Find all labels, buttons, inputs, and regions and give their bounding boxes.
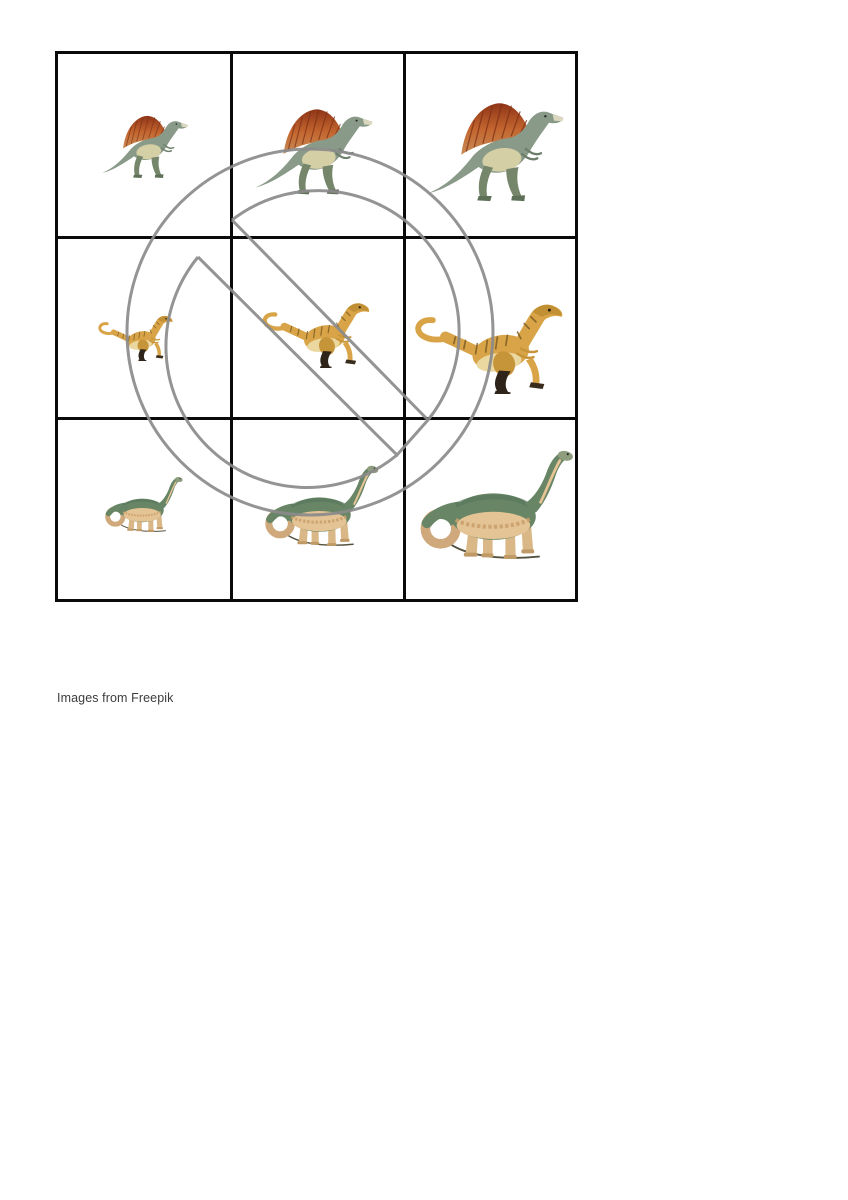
velociraptor-large-image <box>405 285 573 394</box>
grid-cell-velociraptor-medium <box>230 236 402 418</box>
grid-cell-apatosaurus-large <box>403 417 575 599</box>
apatosaurus-medium-image <box>252 460 383 549</box>
grid-cell-spinosaurus-small <box>58 54 230 236</box>
spinosaurus-large-image <box>425 88 570 204</box>
grid-cell-spinosaurus-large <box>403 54 575 236</box>
apatosaurus-large-image <box>403 443 579 563</box>
apatosaurus-small-image <box>96 473 186 534</box>
grid-cell-velociraptor-large <box>403 236 575 418</box>
velociraptor-medium-image <box>255 289 377 368</box>
image-credit-text: Images from Freepik <box>57 691 174 705</box>
grid-cell-apatosaurus-small <box>58 417 230 599</box>
grid-cell-spinosaurus-medium <box>230 54 402 236</box>
spinosaurus-small-image <box>100 106 192 180</box>
grid-cell-apatosaurus-medium <box>230 417 402 599</box>
size-sorting-grid <box>55 51 578 602</box>
velociraptor-small-image <box>93 306 178 361</box>
grid-cell-velociraptor-small <box>58 236 230 418</box>
spinosaurus-medium-image <box>252 96 378 197</box>
